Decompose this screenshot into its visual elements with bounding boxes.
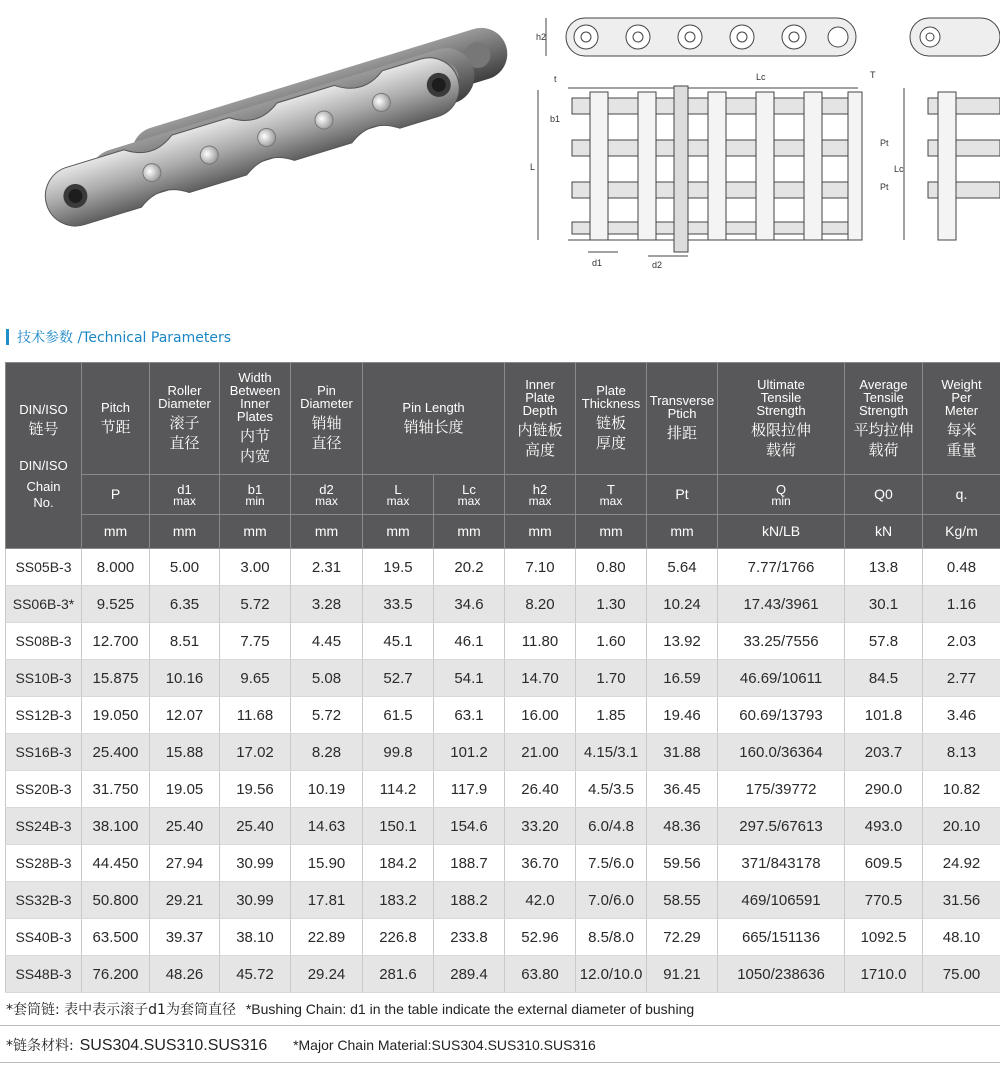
col-inner-plate-depth: Inner Plate Depth 内链板 高度 [505, 363, 576, 475]
cell: 50.800 [82, 882, 150, 919]
top-view [538, 86, 1000, 256]
col-transverse-pitch: Transverse Ptich 排距 [647, 363, 718, 475]
cell: 160.0/36364 [718, 734, 845, 771]
cell: 57.8 [845, 623, 923, 660]
unit-pin: mm [291, 515, 363, 549]
table-row [6, 586, 1000, 623]
drawing-label: Pt [880, 182, 889, 192]
col-chain-no: DIN/ISO 链号 DIN/ISO Chain No. [6, 363, 82, 549]
cell: 15.88 [150, 734, 220, 771]
cell: 54.1 [434, 660, 505, 697]
cell: 117.9 [434, 771, 505, 808]
cell-chain-no: SS16B-3 [6, 734, 82, 771]
unit-width: mm [220, 515, 291, 549]
chain-product-photo [0, 0, 520, 300]
cell: 3.00 [220, 549, 291, 586]
cell: 183.2 [363, 882, 434, 919]
cell: 6.35 [150, 586, 220, 623]
cell: 290.0 [845, 771, 923, 808]
cell: 29.24 [291, 956, 363, 993]
table-row [6, 623, 1000, 660]
cell: 188.7 [434, 845, 505, 882]
cell: 63.500 [82, 919, 150, 956]
sym-plate-thickness: T max [576, 475, 647, 515]
table-row [6, 771, 1000, 808]
table-row [6, 549, 1000, 586]
cell: 5.64 [647, 549, 718, 586]
cell: 17.81 [291, 882, 363, 919]
table-row [6, 660, 1000, 697]
cell: 34.6 [434, 586, 505, 623]
cell: 27.94 [150, 845, 220, 882]
cell: 1710.0 [845, 956, 923, 993]
cell: 84.5 [845, 660, 923, 697]
cell: 15.90 [291, 845, 363, 882]
cell: 3.46 [923, 697, 1000, 734]
sym-width: b1 min [220, 475, 291, 515]
cell: 289.4 [434, 956, 505, 993]
cell: 42.0 [505, 882, 576, 919]
cell: 7.0/6.0 [576, 882, 647, 919]
cell: 19.050 [82, 697, 150, 734]
technical-parameters-table [5, 362, 1000, 993]
col-plate-thickness: Plate Thickness 链板 厚度 [576, 363, 647, 475]
cell: 5.72 [291, 697, 363, 734]
cell-chain-no: SS20B-3 [6, 771, 82, 808]
cell: 31.750 [82, 771, 150, 808]
cell: 371/843178 [718, 845, 845, 882]
cell: 58.55 [647, 882, 718, 919]
cell: 101.2 [434, 734, 505, 771]
unit-pin-length-lc: mm [434, 515, 505, 549]
cell: 29.21 [150, 882, 220, 919]
cell-chain-no: SS40B-3 [6, 919, 82, 956]
footnote-bushing-chain [6, 999, 694, 1019]
cell: 52.7 [363, 660, 434, 697]
cell: 1.60 [576, 623, 647, 660]
cell: 22.89 [291, 919, 363, 956]
cell: 12.0/10.0 [576, 956, 647, 993]
cell: 8.20 [505, 586, 576, 623]
cell: 10.19 [291, 771, 363, 808]
cell: 9.65 [220, 660, 291, 697]
cell: 665/151136 [718, 919, 845, 956]
cell: 25.40 [220, 808, 291, 845]
cell: 3.28 [291, 586, 363, 623]
cell: 36.45 [647, 771, 718, 808]
cell-chain-no: SS24B-3 [6, 808, 82, 845]
cell: 13.92 [647, 623, 718, 660]
col-pin-length: Pin Length 销轴长度 [363, 363, 505, 475]
sym-weight: q. [923, 475, 1000, 515]
drawing-label: t [554, 74, 557, 84]
cell: 0.48 [923, 549, 1000, 586]
cell: 26.40 [505, 771, 576, 808]
sym-average: Q0 [845, 475, 923, 515]
cell: 16.59 [647, 660, 718, 697]
col-roller-diameter: Roller Diameter 滚子 直径 [150, 363, 220, 475]
cell: 20.2 [434, 549, 505, 586]
cell: 20.10 [923, 808, 1000, 845]
cell: 2.31 [291, 549, 363, 586]
sym-inner-plate: h2 max [505, 475, 576, 515]
section-accent-bar [6, 329, 9, 345]
cell: 1050/238636 [718, 956, 845, 993]
cell: 75.00 [923, 956, 1000, 993]
cell-chain-no: SS05B-3 [6, 549, 82, 586]
cell: 5.00 [150, 549, 220, 586]
cell: 7.75 [220, 623, 291, 660]
footnote-material-list: SUS304.SUS310.SUS316 [79, 1037, 268, 1054]
cell: 72.29 [647, 919, 718, 956]
cell: 150.1 [363, 808, 434, 845]
cell: 19.05 [150, 771, 220, 808]
table-row [6, 882, 1000, 919]
cell: 7.10 [505, 549, 576, 586]
col-ultimate-tensile-strength: Ultimate Tensile Strength 极限拉伸 载荷 [718, 363, 845, 475]
table-row [6, 956, 1000, 993]
cell: 25.40 [150, 808, 220, 845]
cell: 31.88 [647, 734, 718, 771]
unit-average: kN [845, 515, 923, 549]
section-title: 技术参数 /Technical Parameters [17, 330, 232, 346]
cell: 11.68 [220, 697, 291, 734]
footnote-divider [0, 1025, 1000, 1026]
sym-transverse: Pt [647, 475, 718, 515]
cell: 59.56 [647, 845, 718, 882]
cell-chain-no: SS06B-3* [6, 586, 82, 623]
cell: 609.5 [845, 845, 923, 882]
cell-chain-no: SS48B-3 [6, 956, 82, 993]
col-average-tensile-strength: Average Tensile Strength 平均拉伸 载荷 [845, 363, 923, 475]
cell: 2.03 [923, 623, 1000, 660]
cell: 17.43/3961 [718, 586, 845, 623]
drawing-label: Pt [880, 138, 889, 148]
cell: 114.2 [363, 771, 434, 808]
cell: 1.85 [576, 697, 647, 734]
cell: 52.96 [505, 919, 576, 956]
col-pin-diameter: Pin Diameter 销轴 直径 [291, 363, 363, 475]
cell: 4.15/3.1 [576, 734, 647, 771]
cell: 33.25/7556 [718, 623, 845, 660]
cell: 7.5/6.0 [576, 845, 647, 882]
cell: 5.72 [220, 586, 291, 623]
table-row [6, 808, 1000, 845]
col-weight-per-meter: Weight Per Meter 每米 重量 [923, 363, 1000, 475]
unit-plate-thickness: mm [576, 515, 647, 549]
cell-chain-no: SS10B-3 [6, 660, 82, 697]
cell: 14.63 [291, 808, 363, 845]
cell: 8.5/8.0 [576, 919, 647, 956]
cell: 24.92 [923, 845, 1000, 882]
cell: 12.07 [150, 697, 220, 734]
cell: 0.80 [576, 549, 647, 586]
cell: 63.80 [505, 956, 576, 993]
sym-pin-length-l: L max [363, 475, 434, 515]
drawing-label: Lc [756, 72, 766, 82]
footnote-bushing-en: *Bushing Chain: d1 in the table indicate the external diameter of bushing [245, 1001, 695, 1017]
cell: 39.37 [150, 919, 220, 956]
cell-chain-no: SS08B-3 [6, 623, 82, 660]
footnote-divider [0, 1062, 1000, 1063]
cell: 21.00 [505, 734, 576, 771]
section-header [0, 326, 231, 348]
footnote-bushing-cn: *套筒链: 表中表示滚子d1为套筒直径 [6, 1002, 236, 1018]
cell: 8.13 [923, 734, 1000, 771]
cell: 184.2 [363, 845, 434, 882]
cell: 44.450 [82, 845, 150, 882]
cell: 19.56 [220, 771, 291, 808]
cell: 2.77 [923, 660, 1000, 697]
cell: 1092.5 [845, 919, 923, 956]
cell: 6.0/4.8 [576, 808, 647, 845]
cell: 13.8 [845, 549, 923, 586]
cell: 91.21 [647, 956, 718, 993]
unit-roller: mm [150, 515, 220, 549]
unit-inner-plate: mm [505, 515, 576, 549]
cell: 297.5/67613 [718, 808, 845, 845]
cell-chain-no: SS28B-3 [6, 845, 82, 882]
cell: 4.5/3.5 [576, 771, 647, 808]
cell-chain-no: SS32B-3 [6, 882, 82, 919]
cell: 60.69/13793 [718, 697, 845, 734]
table-row [6, 919, 1000, 956]
cell: 188.2 [434, 882, 505, 919]
sym-roller: d1 max [150, 475, 220, 515]
cell: 17.02 [220, 734, 291, 771]
cell: 8.51 [150, 623, 220, 660]
cell: 5.08 [291, 660, 363, 697]
cell: 469/106591 [718, 882, 845, 919]
cell: 10.24 [647, 586, 718, 623]
cell: 12.700 [82, 623, 150, 660]
table-row [6, 734, 1000, 771]
cell: 61.5 [363, 697, 434, 734]
unit-pitch: mm [82, 515, 150, 549]
unit-weight: Kg/m [923, 515, 1000, 549]
cell: 175/39772 [718, 771, 845, 808]
cell: 14.70 [505, 660, 576, 697]
cell: 38.100 [82, 808, 150, 845]
cell: 33.20 [505, 808, 576, 845]
unit-pin-length-l: mm [363, 515, 434, 549]
drawing-label: d2 [652, 260, 663, 270]
cell: 281.6 [363, 956, 434, 993]
cell: 45.72 [220, 956, 291, 993]
table-row [6, 845, 1000, 882]
side-view [546, 18, 1000, 56]
cell: 8.28 [291, 734, 363, 771]
cell: 15.875 [82, 660, 150, 697]
cell: 48.26 [150, 956, 220, 993]
footnote-material-cn: *链条材料: [6, 1038, 74, 1054]
cell: 101.8 [845, 697, 923, 734]
cell: 38.10 [220, 919, 291, 956]
cell: 1.70 [576, 660, 647, 697]
drawing-label: T [870, 70, 876, 80]
cell: 63.1 [434, 697, 505, 734]
cell: 36.70 [505, 845, 576, 882]
cell: 48.10 [923, 919, 1000, 956]
unit-transverse: mm [647, 515, 718, 549]
footnote-chain-material [6, 1035, 596, 1055]
sym-pin: d2 max [291, 475, 363, 515]
sym-ultimate: Q min [718, 475, 845, 515]
cell: 19.46 [647, 697, 718, 734]
cell: 9.525 [82, 586, 150, 623]
cell: 154.6 [434, 808, 505, 845]
cell: 233.8 [434, 919, 505, 956]
cell: 30.99 [220, 845, 291, 882]
cell: 10.16 [150, 660, 220, 697]
cell: 30.1 [845, 586, 923, 623]
cell: 770.5 [845, 882, 923, 919]
cell: 76.200 [82, 956, 150, 993]
cell: 19.5 [363, 549, 434, 586]
drawing-label: d1 [592, 258, 603, 268]
cell: 25.400 [82, 734, 150, 771]
cell: 33.5 [363, 586, 434, 623]
cell-chain-no: SS12B-3 [6, 697, 82, 734]
cell: 10.82 [923, 771, 1000, 808]
cell: 226.8 [363, 919, 434, 956]
unit-ultimate: kN/LB [718, 515, 845, 549]
cell: 99.8 [363, 734, 434, 771]
cell: 8.000 [82, 549, 150, 586]
cell: 31.56 [923, 882, 1000, 919]
col-pitch: Pitch 节距 [82, 363, 150, 475]
cell: 45.1 [363, 623, 434, 660]
drawing-label: b1 [550, 114, 561, 124]
cell: 203.7 [845, 734, 923, 771]
table-row [6, 697, 1000, 734]
cell: 493.0 [845, 808, 923, 845]
cell: 1.16 [923, 586, 1000, 623]
drawing-label: L [530, 162, 536, 172]
drawing-label: h2 [536, 32, 547, 42]
cell: 1.30 [576, 586, 647, 623]
sym-pin-length-lc: Lc max [434, 475, 505, 515]
cell: 46.69/10611 [718, 660, 845, 697]
drawing-label: Lc [894, 164, 904, 174]
cell: 11.80 [505, 623, 576, 660]
cell: 7.77/1766 [718, 549, 845, 586]
cell: 46.1 [434, 623, 505, 660]
cell: 4.45 [291, 623, 363, 660]
chain-technical-drawing [528, 0, 1000, 272]
cell: 48.36 [647, 808, 718, 845]
cell: 16.00 [505, 697, 576, 734]
cell: 30.99 [220, 882, 291, 919]
sym-pitch: P [82, 475, 150, 515]
col-width-between-inner-plates: Width Between Inner Plates 内节 内宽 [220, 363, 291, 475]
footnote-material-en: *Major Chain Material:SUS304.SUS310.SUS316 [293, 1037, 596, 1053]
